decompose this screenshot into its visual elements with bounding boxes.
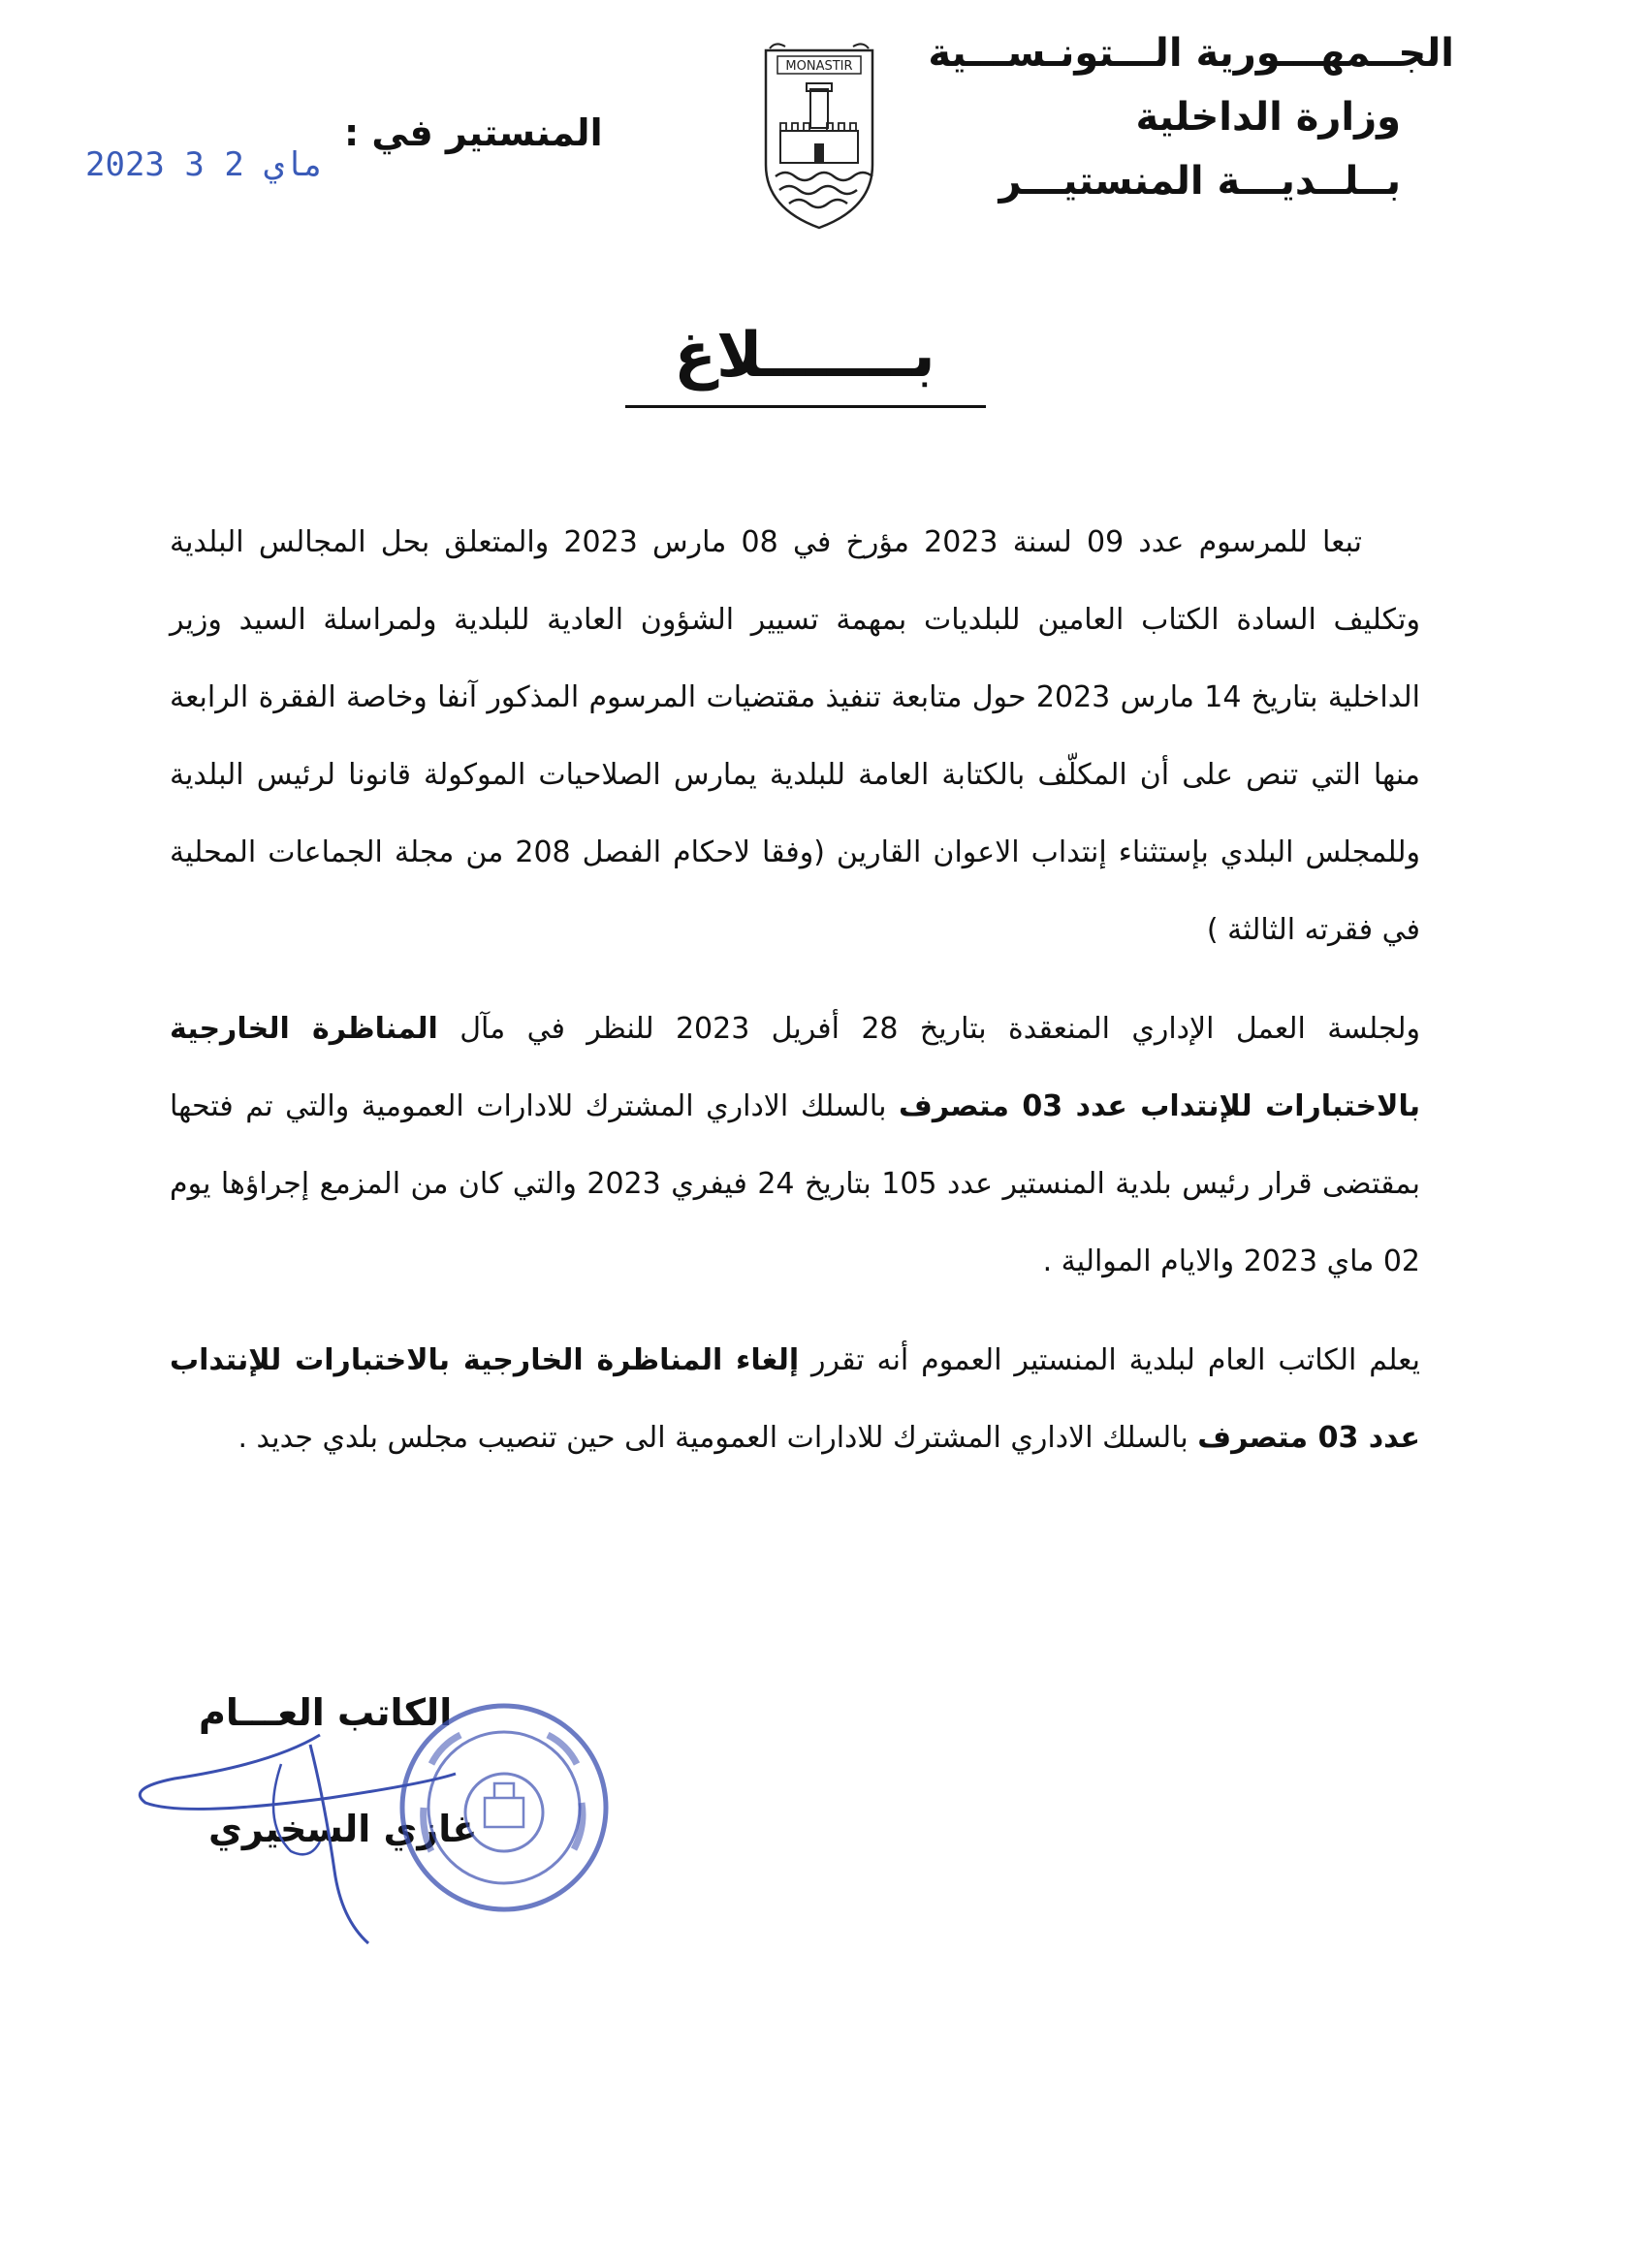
paragraph-3	[170, 1322, 1420, 1477]
paragraph-3-intro: يعلم الكاتب العام لبلدية المنستير العموم أنه تقرر	[799, 1343, 1420, 1377]
header-republic: الجــمهـــورية الـــتونـســـية	[928, 31, 1454, 76]
date-stamp: 2023 ماي 2 3	[85, 145, 324, 184]
svg-text:MONASTIR: MONASTIR	[785, 59, 853, 74]
paragraph-3-emphasis: إلغاء المناظرة الخارجية بالاختبارات للإنتداب عدد 03 متصرف	[170, 1343, 1420, 1455]
date-label: المنستير في :	[344, 111, 603, 154]
header-municipality: بــلــديـــة المنستيـــر	[998, 159, 1401, 204]
paragraph-2	[170, 991, 1420, 1301]
paragraph-2-rest: بالسلك الاداري المشترك للادارات العمومية والتي تم فتحها بمقتضى قرار رئيس بلدية المنستير عدد 105 بتاريخ 24 فيفري 2023 والتي كان من المزمع إجراؤها يوم 02 ماي 2023 والايام الموالية .	[170, 1089, 1420, 1278]
document-body	[170, 504, 1420, 1477]
title-underline	[625, 405, 986, 408]
signature-title: الكاتب العـــام	[199, 1691, 453, 1734]
paragraph-3-rest: بالسلك الاداري المشترك للادارات العمومية الى حين تنصيب مجلس بلدي جديد .	[238, 1421, 1198, 1455]
document-title: بـــــــلاغ	[674, 320, 935, 392]
signature-name: غازي السخيري	[208, 1808, 478, 1850]
paragraph-1: تبعا للمرسوم عدد 09 لسنة 2023 مؤرخ في 08 مارس 2023 والمتعلق بحل المجالس البلدية وتكليف السادة الكتاب العامين للبلديات بمهمة تسيير الشؤون العادية للبلدية ولمراسلة السيد وزير الداخلية بتاريخ 14 مارس 2023 حول متابعة تنفيذ مقتضيات المرسوم المذكور آنفا وخاصة الفقرة الرابعة منها التي تنص على أن المكلّف بالكتابة العامة للبلدية يمارس الصلاحيات الموكولة قانونا لرئيس البلدية وللمجلس البلدي بإستثناء إنتداب الاعوان القارين (وفقا لاحكام الفصل 208 من مجلة الجماعات المحلية في فقرته الثالثة )	[170, 525, 1420, 947]
paragraph-2-intro: ولجلسة العمل الإداري المنعقدة بتاريخ 28 أفريل 2023 للنظر في مآل	[437, 1012, 1420, 1046]
official-stamp	[393, 1696, 616, 1919]
header-block	[911, 21, 1454, 213]
paragraph-2-emphasis: المناظرة الخارجية بالاختبارات للإنتداب عدد 03 متصرف	[170, 1012, 1421, 1123]
monastir-crest-icon	[756, 39, 882, 233]
header-ministry: وزارة الداخلية	[1135, 95, 1401, 140]
